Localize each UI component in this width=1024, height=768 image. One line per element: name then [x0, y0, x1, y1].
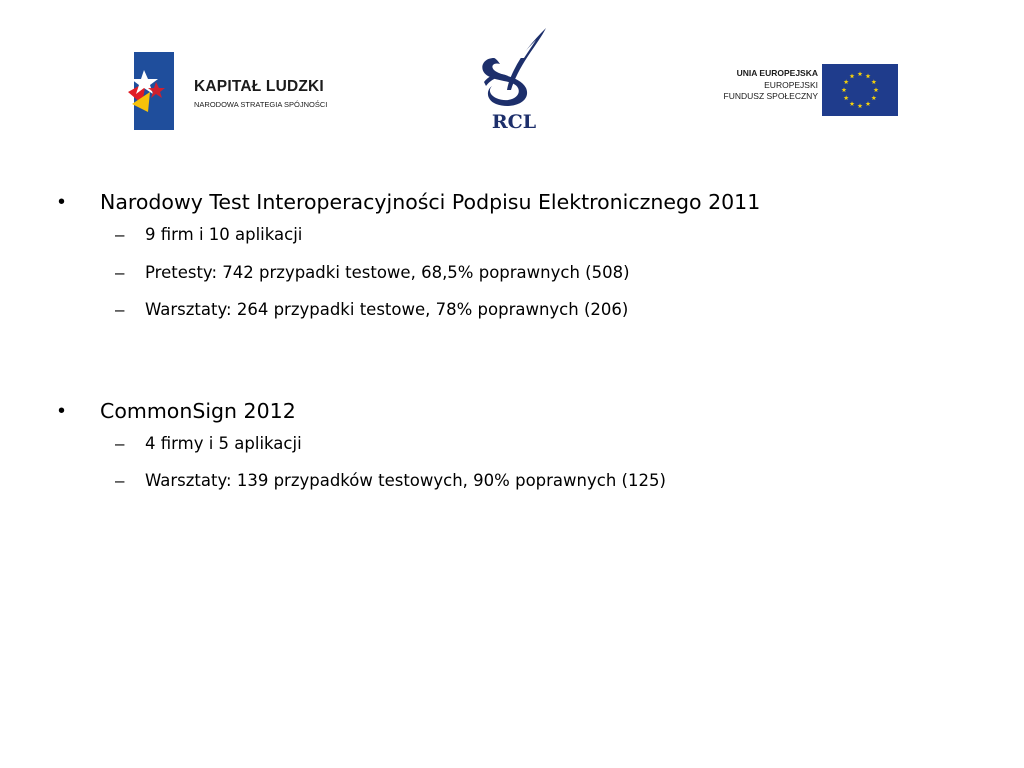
- sub-item: [100, 222, 958, 260]
- eu-logo-text: [724, 68, 818, 103]
- bullet-marker: •: [58, 191, 66, 213]
- kapital-ludzki-logo: [128, 52, 368, 132]
- sub-list: [100, 222, 958, 335]
- sub-item-text: Warsztaty: 264 przypadki testowe, 78% poprawnych (206): [145, 300, 629, 319]
- bullet-text: Narodowy Test Interoperacyjności Podpisu Elektronicznego 2011: [100, 190, 761, 214]
- dash-marker: –: [115, 225, 125, 244]
- kapital-ludzki-subtitle: NARODOWA STRATEGIA SPÓJNOŚCI: [194, 100, 328, 109]
- rcl-logo: [474, 24, 554, 132]
- sub-item-text: 4 firmy i 5 aplikacji: [145, 433, 302, 453]
- rcl-logo-text: RCL: [491, 111, 537, 132]
- kapital-ludzki-emblem-icon: [128, 52, 176, 130]
- rcl-quill-icon: [474, 24, 554, 132]
- sub-list: [100, 431, 958, 506]
- bullet-text: CommonSign 2012: [100, 398, 296, 423]
- dash-marker: –: [115, 300, 125, 319]
- eu-logo-line2: EUROPEJSKI: [764, 79, 818, 90]
- sub-item: [100, 260, 958, 298]
- sub-item: [100, 468, 958, 506]
- sub-item: [100, 431, 958, 469]
- sub-item-text: Warsztaty: 139 przypadków testowych, 90% poprawnych (125): [145, 471, 666, 490]
- eu-logo-line3: FUNDUSZ SPOŁECZNY: [723, 91, 818, 101]
- sub-item: [100, 297, 958, 335]
- dash-marker: –: [115, 433, 125, 453]
- eu-social-fund-logo: [700, 64, 900, 118]
- eu-logo-line1: UNIA EUROPEJSKA: [736, 68, 818, 78]
- sub-item-text: 9 firm i 10 aplikacji: [145, 225, 303, 244]
- bullet-item: [58, 186, 958, 335]
- slide-content: [58, 186, 958, 506]
- bullet-item: [58, 395, 958, 506]
- dash-marker: –: [115, 471, 125, 490]
- eu-flag-icon: [822, 64, 898, 116]
- dash-marker: –: [115, 262, 125, 282]
- sub-item-text: Pretesty: 742 przypadki testowe, 68,5% poprawnych (508): [145, 262, 630, 282]
- bullet-marker: •: [58, 399, 66, 422]
- kapital-ludzki-title: KAPITAŁ LUDZKI: [194, 78, 324, 95]
